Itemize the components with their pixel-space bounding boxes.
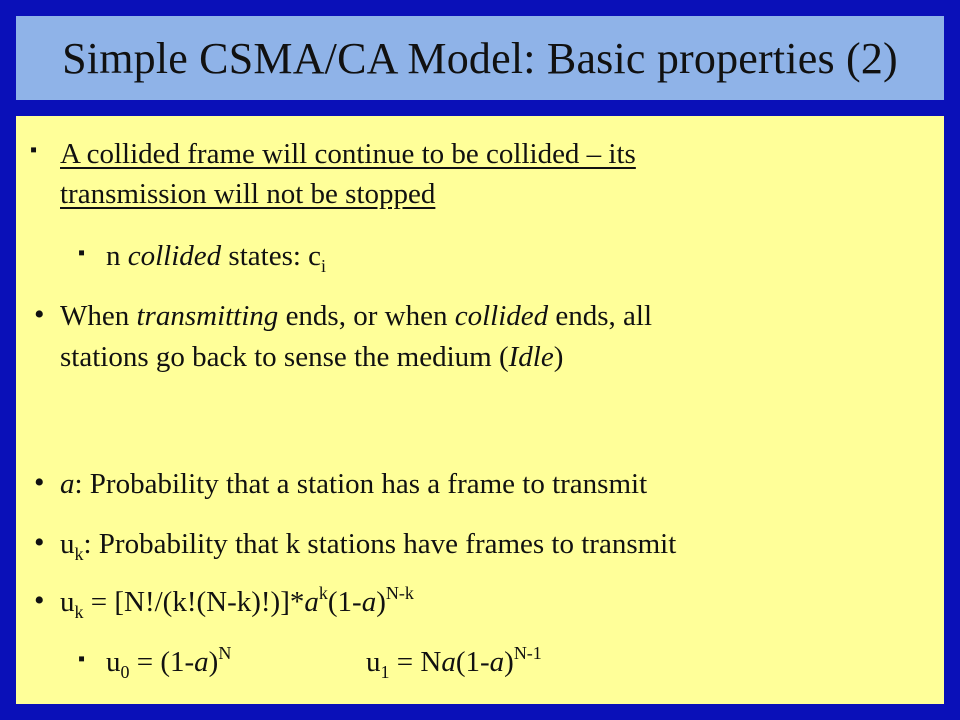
square-bullet-icon: ▪: [78, 648, 86, 670]
title-bar: [16, 16, 944, 100]
sub-bullet-u1-formula: $u_1 = Na(1-a)^{N-1}$: [366, 643, 542, 682]
bullet1-line2: transmission will not be stopped: [60, 178, 436, 210]
content-panel: [16, 116, 944, 704]
bullet5-uk-formula: $u_k = [N!/(k!(N-k)!)]*a^k(1-a)^{N-k}$: [60, 583, 414, 622]
slide-title: Simple CSMA/CA Model: Basic properties (2): [62, 33, 898, 83]
bullet3-probability-a: a: Probability that a station has a frame to transmit: [60, 468, 648, 500]
sub-bullet-u0-formula: $u_0 = (1-a)^N$: [106, 643, 232, 682]
round-bullet-icon: •: [34, 466, 45, 499]
bullet1-line1: A collided frame will continue to be collided – its: [60, 138, 636, 170]
bullet2-line2: stations go back to sense the medium (Idle): [60, 341, 564, 373]
bullet2-line1: When transmitting ends, or when collided ends, all: [60, 300, 653, 332]
round-bullet-icon: •: [34, 298, 45, 331]
round-bullet-icon: •: [34, 526, 45, 559]
sub-bullet-collided-states: n collided states: $c_i$: [106, 240, 327, 276]
bullet4-probability-uk: $u_k$: Probability that k stations have frames to transmit: [60, 528, 677, 564]
square-bullet-icon: ▪: [30, 139, 38, 161]
square-bullet-icon: ▪: [78, 242, 86, 264]
round-bullet-icon: •: [34, 584, 45, 617]
